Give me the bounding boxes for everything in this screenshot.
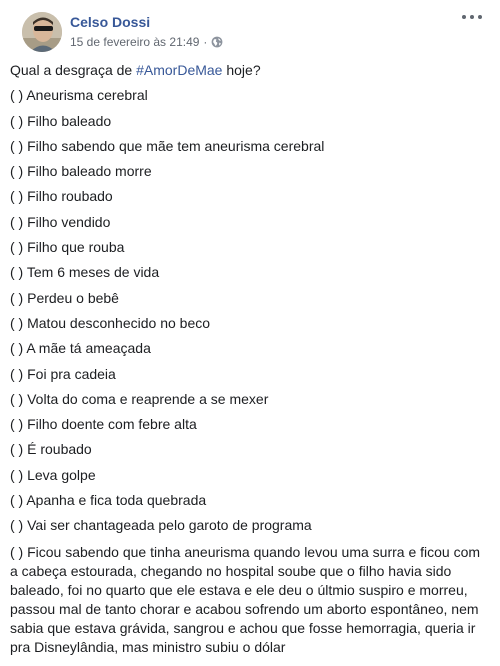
option-item: ( ) Filho baleado morre [10, 163, 152, 180]
profile-photo-icon [22, 12, 62, 52]
option-item: ( ) Aneurisma cerebral [10, 87, 148, 104]
more-dot [478, 15, 482, 19]
option-item: ( ) Filho baleado [10, 112, 112, 129]
post-meta [70, 35, 223, 49]
question-prefix: Qual a desgraça de [10, 62, 137, 78]
avatar[interactable] [22, 12, 62, 52]
option-item: ( ) Foi pra cadeia [10, 365, 116, 382]
post-header [12, 0, 488, 58]
more-dot [462, 15, 466, 19]
option-item: ( ) É roubado [10, 441, 92, 458]
option-item: ( ) Filho doente com febre alta [10, 416, 197, 433]
option-item: ( ) Volta do coma e reaprende a se mexer [10, 390, 269, 407]
option-item: ( ) Perdeu o bebê [10, 289, 119, 306]
more-options-icon[interactable] [460, 10, 484, 24]
post-content [10, 61, 490, 657]
hashtag-link[interactable]: #AmorDeMae [136, 62, 223, 78]
option-item: ( ) Filho roubado [10, 188, 113, 205]
option-item: ( ) Leva golpe [10, 466, 96, 483]
option-item: ( ) A mãe tá ameaçada [10, 340, 151, 357]
option-item: ( ) Matou desconhecido no beco [10, 314, 211, 331]
more-dot [470, 15, 474, 19]
author-name[interactable]: Celso Dossi [70, 14, 151, 30]
option-item: ( ) Filho sabendo que mãe tem aneurisma cerebral [10, 137, 325, 154]
meta-separator: · [203, 35, 208, 49]
option-item: ( ) Apanha e fica toda quebrada [10, 492, 207, 509]
question-suffix: hoje? [222, 62, 261, 78]
option-item: ( ) Tem 6 meses de vida [10, 264, 160, 281]
option-item: ( ) Filho que rouba [10, 239, 125, 256]
option-item: ( ) Vai ser chantageada pelo garoto de programa [10, 517, 312, 534]
post-question [10, 61, 490, 86]
option-item: ( ) Filho vendido [10, 213, 111, 230]
globe-icon[interactable] [211, 36, 223, 48]
post-timestamp[interactable]: 15 de fevereiro às 21:49 [70, 35, 200, 49]
option-item-long: ( ) Ficou sabendo que tinha aneurisma quando levou uma surra e ficou com a cabeça estourada, chegando no hospital soube que o filho havia sido baleado, foi no quarto que ele estava e ele deu o últmio suspiro e morreu, passou mal de tanto chorar e acabou sofrendo um aborto espontâneo, nem sabia que estava grávida, sangrou e achou que fosse hemorragia, queria ir pra Disneylândia, mas ministro subiu o dólar [10, 543, 481, 655]
